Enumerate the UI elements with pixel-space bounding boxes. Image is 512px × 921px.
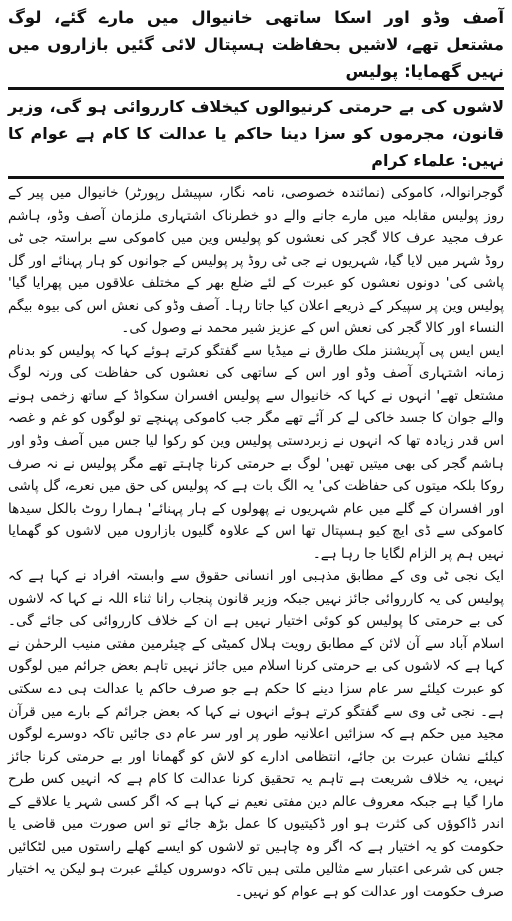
divider-line <box>8 176 504 179</box>
article-paragraph: ایک نجی ٹی وی کے مطابق مذہبی اور انسانی حقوق سے وابستہ افراد نے کہا ہے کہ پولیس کی یہ کارروائی جائز نہیں جبکہ وزیر قانون پنجاب رانا ثناء اللہ نے کہا کہ لاشوں کی بے حرمتی کا پولیس کو کوئی اختیار نہیں ہے ان کے خلاف کارروائی کی جائے گی۔ اسلام آباد سے آن لائن کے مطابق رویت ہلال کمیٹی کے چیئرمین مفتی منیب الرحمٰن نے کہا ہے کہ لاشوں کی بے حرمتی کرنا اسلام میں جائز نہیں تاہم بعض جرائم میں لوگوں کو عبرت کیلئے سر عام سزا دینے کا حکم ہے جو صرف حاکم یا عدالت ہی دے سکتی ہے۔ نجی ٹی وی سے گفتگو کرتے ہوئے انہوں نے کہا کہ بعض جرائم کے بارے میں قرآن مجید میں حکم ہے کہ سزائیں اعلانیہ طور پر اور سر عام دی جائیں تاکہ دوسرے لوگوں کیلئے نشان عبرت بن جائے، انتظامی ادارے کو لاش کو گھمانا اور بے حرمتی کرنا جائز نہیں، یہ خلاف شریعت ہے تاہم یہ تحقیق کرنا عدالت کا کام ہے کہ انہیں کس طرح مارا گیا ہے جبکہ معروف عالم دین مفتی نعیم نے کہا ہے کہ اگر کسی شہر یا علاقے کے اندر ڈاکوؤں کی کثرت ہو اور ڈکیتیوں کا عمل بڑھ جائے تو اس صورت میں قاضی یا حکومت کو یہ اختیار ہے کہ اگر وہ چاہیں تو لاشوں کو ایسے کھلے راستوں میں لٹکائیں جس کی شرعی اعتبار سے مثالیں ملتی ہیں تاکہ دوسروں کیلئے عبرت ہو لیکن یہ اختیار صرف حکومت اور عدالت کو ہے عوام کو نہیں۔ <box>8 568 504 900</box>
article-paragraph: گوجرانوالہ، کاموکی (نمائندہ خصوصی، نامہ نگار، سپیشل رپورٹر) خانیوال میں پیر کے روز پولیس مقابلہ میں مارے جانے والے دو خطرناک اشتہاری ملزمان آصف وڈو، ہاشم عرف مجید عرف کالا گجر کی نعشوں کو پولیس وین میں کاموکی سے براستہ جی ٹی روڈ شہر میں لایا گیا، شہریوں نے جی ٹی روڈ پر پولیس کے جوانوں کو ہار پہنائے اور گل پاشی کی' دونوں نعشوں کو عبرت کے لئے ضلع بھر کے مختلف علاقوں میں پھرایا گیا' پولیس وین پر سپیکر کے ذریعے اعلان کیا جاتا رہا۔ آصف وڈو کی نعش اس کی بیوہ بیگم النساء اور کالا گجر کی نعش اس کے عزیز شیر محمد نے وصول کی۔ <box>8 185 504 337</box>
divider-line <box>8 87 504 90</box>
subheadline: لاشوں کی بے حرمتی کرنیوالوں کیخلاف کارروائی ہو گی، وزیر قانون، مجرموں کو سزا دینا حاکم یا عدالت کا کام ہے عوام کا نہیں: علماء کرام <box>8 97 504 170</box>
article-body <box>8 182 504 904</box>
headline: آصف وڈو اور اسکا ساتھی خانیوال میں مارے گئے، لوگ مشتعل تھے، لاشیں بحفاظت ہسپتال لائی گئیں بازاروں میں نہیں گھمایا: پولیس <box>8 8 504 81</box>
article-paragraph: ایس ایس پی آپریشنز ملک طارق نے میڈیا سے گفتگو کرتے ہوئے کہا کہ پولیس کو بدنام زمانہ اشتہاری آصف وڈو اور اس کے ساتھی کی نعشوں کی حفاظت کی ورنہ لوگ مشتعل تھے' انہوں نے کہا کہ خانیوال سے پولیس افسران سکواڈ کے ساتھ زخمی ہونے والے جوان کا جسد خاکی لے کر آئے تھے مگر جب کاموکی پہنچے تو لوگوں کو غم و غصہ اس قدر زیادہ تھا کہ انہوں نے زبردستی پولیس وین کو رکوا لیا جس میں آصف وڈو اور ہاشم گجر کی بھی میتیں تھیں' لوگ بے حرمتی کرنا چاہتے تھے مگر پولیس نے نہ صرف روکا بلکہ میتوں کی حفاظت کی' یہ الگ بات ہے کہ پولیس کی حق میں نعرے، گل پاشی اور افسران کے گلے میں عام شہریوں نے پھولوں کے ہار پہنائے' ہمارا روٹ بالکل سیدھا کاموکی سے ڈی ایچ کیو ہسپتال تھا اس کے علاوہ گلیوں بازاروں میں لاشوں کو گھمایا نہیں ہم پر الزام لگایا جا رہا ہے۔ <box>8 342 504 562</box>
